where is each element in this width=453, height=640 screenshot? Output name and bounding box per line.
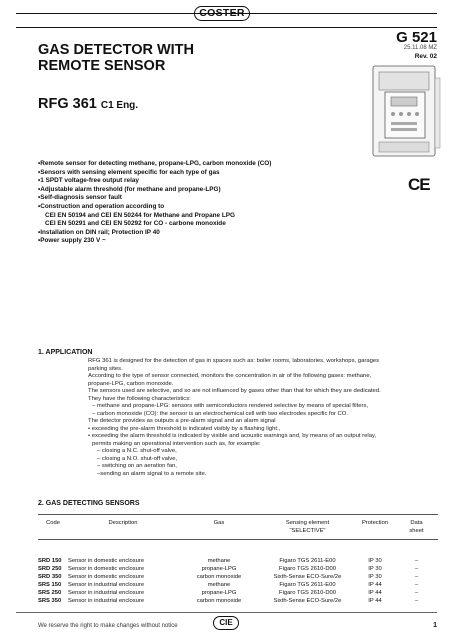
sensor-datasheet: – (414, 574, 419, 580)
header-rule (16, 13, 437, 14)
sensor-description: Sensor in domestic enclosure (68, 566, 145, 572)
title-line-2: REMOTE SENSOR (38, 58, 166, 74)
sensor-description: Sensor in industrial enclosure (68, 582, 145, 588)
model-suffix: C1 Eng. (100, 100, 139, 111)
datasheet-date: 25.11.08 MZ (403, 45, 437, 51)
application-line: • exceeding the alarm threshold is indicated by visible and acoustic warnings and, by means of an output relay, (88, 433, 377, 439)
title-line-1: GAS DETECTOR WITH (38, 42, 195, 58)
feature-list (38, 160, 271, 246)
sensor-code: SRS 250 (38, 590, 62, 596)
table-row (38, 540, 438, 566)
application-line: – switching on an aeration fan, (97, 463, 177, 469)
sensor-datasheet: – (414, 566, 419, 572)
ce-mark: CE (408, 175, 430, 194)
application-line: – closing a N.C. shut-off valve, (97, 448, 177, 454)
column-header-line: Sensing element (285, 520, 330, 526)
sensor-datasheet: – (414, 558, 419, 564)
application-line: parking sites. (88, 365, 123, 372)
sensor-element: Sixth-Sense ECO-Sure/2e (273, 574, 342, 580)
application-line: The sensors used are selective, and so are not influenced by gases other than that for which they are dedicated. (88, 388, 381, 394)
coster-logo: COSTER (194, 6, 250, 21)
feature-item: • Remote sensor for detecting methane, propane-LPG, carbon monoxide (CO) (38, 160, 271, 169)
sensor-code: SRD 350 (38, 574, 62, 580)
sensor-description: Sensor in domestic enclosure (68, 574, 145, 580)
sensor-gas: propane-LPG (201, 566, 237, 572)
application-line: RFG 361 is designed for the detection of gas in spaces such as: boiler rooms, laboratories, workshops, garages (88, 358, 380, 364)
sensor-element: Figaro TGS 2611-E00 (279, 582, 336, 588)
table-row (38, 589, 438, 597)
feature-item: • 1 SPDT voltage-free output relay (38, 177, 271, 186)
sensor-gas: carbon monoxide (196, 574, 242, 580)
sensor-code: SRD 150 (38, 558, 62, 564)
header-rule-lower (16, 27, 437, 28)
model-number (38, 96, 138, 112)
sensor-code: SRS 150 (38, 582, 62, 588)
application-line: They have the following characteristics: (88, 395, 191, 402)
table-row (38, 565, 438, 573)
device-illustration (371, 64, 441, 158)
column-header (260, 515, 355, 540)
sensor-gas: propane-LPG (201, 590, 237, 596)
feature-item: • Power supply 230 V ~ (38, 237, 271, 246)
feature-item: • Adjustable alarm threshold (for methane and propane-LPG) (38, 186, 271, 195)
table-row (38, 597, 438, 605)
application-heading: 1. APPLICATION (38, 349, 93, 356)
application-line: – carbon monoxide (CO): the sensor is an electrochemical cell with two electrodes specific for CO. (92, 410, 349, 417)
column-header (395, 515, 438, 540)
sensor-description: Sensor in industrial enclosure (68, 590, 145, 596)
feature-sub-item: CEI EN 50291 and CEI EN 50292 for CO - carbone monoxide (45, 220, 226, 228)
column-header-line: Data (410, 520, 423, 526)
application-line: – methane and propane-LPG: sensors with semiconductors rendered selective by means of special filters, (92, 403, 369, 409)
sensor-datasheet: – (414, 598, 419, 604)
sensor-element: Figaro TGS 2610-D00 (279, 590, 336, 596)
table-row (38, 581, 438, 589)
feature-item: • Sensors with sensing element specific for each type of gas (38, 169, 271, 178)
sensor-protection: IP 44 (368, 582, 382, 588)
application-line: According to the type of sensor connected, monitors the concentration in air of the following gases: methane, (88, 373, 372, 379)
application-line: • exceeding the pre-alarm threshold is indicated visibly by a flashing light., (88, 425, 281, 432)
sensor-code: SRS 350 (38, 598, 62, 604)
column-header: Gas (213, 520, 225, 526)
sensor-protection: IP 30 (368, 566, 382, 572)
model-name: RFG 361 (38, 96, 97, 112)
page-number: 1 (433, 622, 437, 629)
sensor-element: Figaro TGS 2611-E00 (279, 558, 336, 564)
sensor-gas: methane (207, 558, 231, 564)
sensor-datasheet: – (414, 582, 419, 588)
sensor-gas: carbon monoxide (196, 598, 242, 604)
column-header: Description (108, 520, 138, 526)
sensor-element: Sixth-Sense ECO-Sure/2e (273, 598, 342, 604)
column-header-line: sheet (409, 528, 424, 534)
application-line: – closing a N.O. shut-off valve, (97, 455, 178, 462)
sensor-protection: IP 44 (368, 598, 382, 604)
application-line: –sending an alarm signal to a remote site. (97, 470, 207, 477)
sensor-gas: methane (207, 582, 231, 588)
feature-item: • Installation on DIN rail; Protection IP 40 (38, 229, 271, 238)
sensor-protection: IP 44 (368, 590, 382, 596)
column-header-line: "SELECTIVE" (289, 528, 326, 534)
datasheet-revision: Rev. 02 (414, 53, 437, 60)
sensor-protection: IP 30 (368, 558, 382, 564)
table-row (38, 573, 438, 581)
sensor-element: Figaro TGS 2610-D00 (279, 566, 336, 572)
column-header: Code (46, 520, 60, 526)
feature-item: • Self-diagnosis sensor fault (38, 194, 271, 203)
sensor-code: SRD 250 (38, 566, 62, 572)
sensor-datasheet: – (414, 590, 419, 596)
application-text (88, 358, 438, 478)
feature-sub-item: CEI EN 50194 and CEI EN 50244 for Methane and Propane LPG (45, 211, 236, 219)
column-header: Protection (361, 520, 389, 526)
document-title (38, 42, 194, 74)
application-line: propane-LPG, carbon monoxide. (88, 380, 174, 387)
table-header-row (38, 515, 438, 540)
sensors-heading: 2. GAS DETECTING SENSORS (38, 500, 140, 507)
feature-item: • Construction and operation according to (38, 203, 271, 212)
cie-logo: CIE (213, 616, 239, 630)
datasheet-code: G 521 (396, 29, 437, 46)
sensor-description: Sensor in domestic enclosure (68, 558, 145, 564)
sensors-table (38, 514, 438, 605)
application-line: permits making an operational intervention such as, for example: (92, 440, 261, 447)
sensor-description: Sensor in industrial enclosure (68, 598, 145, 604)
sensor-protection: IP 30 (368, 574, 382, 580)
application-line: The detector provides as outputs a pre-alarm signal and an alarm signal (88, 418, 276, 424)
footer-note: We reserve the right to make changes without notice (38, 623, 178, 629)
footer-rule (16, 612, 437, 613)
